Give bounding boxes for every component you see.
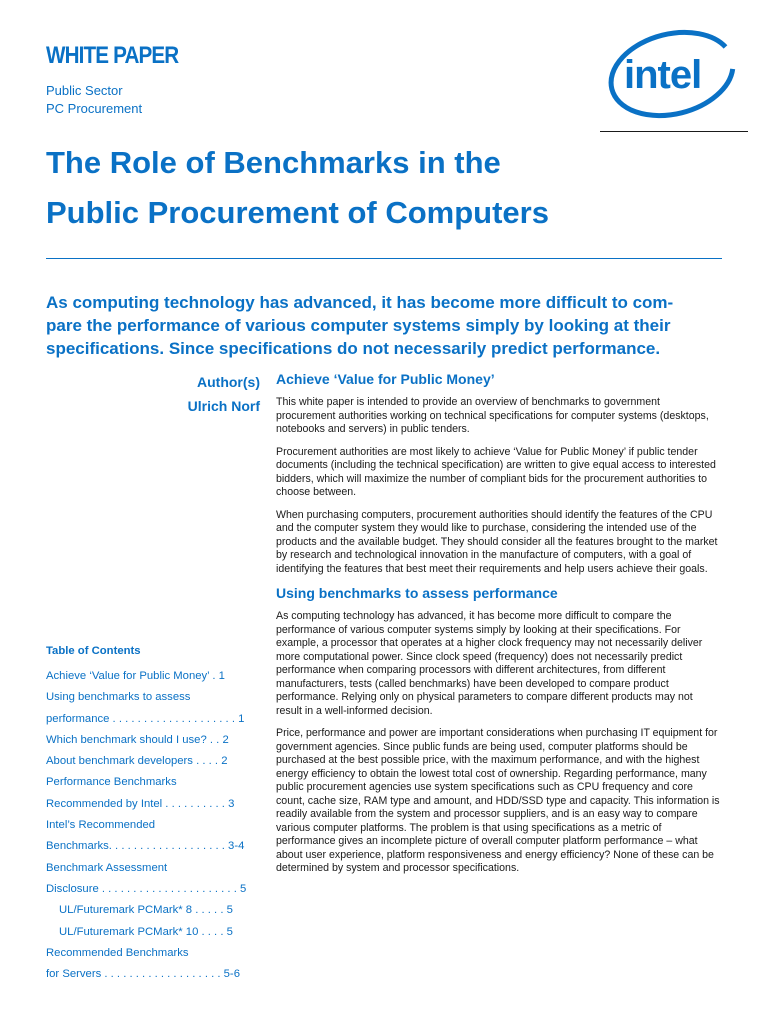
body-paragraph: As computing technology has advanced, it has become more difficult to compare the performance of various computer systems simply by looking at their specifications. For example, a processor that operates at a higher clock frequency may not necessarily deliver more computational power. Since clock speed (frequency) does not necessarily predict performance when comparing processors with different architectures, from different manufacturers, tests (called benchmarks) have been developed to compare product performance. Relying only on physical parameters to compare different products may not result in a well-informed decision. [276, 610, 703, 717]
main-column [276, 369, 720, 876]
table-of-contents [46, 645, 254, 985]
toc-entry[interactable]: About benchmark developers . . . . 2 [46, 755, 228, 768]
title-line-1: The Role of Benchmarks in the [46, 145, 501, 180]
toc-entry[interactable]: UL/Futuremark PCMark* 10 . . . . 5 [59, 925, 233, 938]
author-label: Author(s) [197, 374, 260, 390]
toc-entry[interactable]: for Servers . . . . . . . . . . . . . . . . . . . 5-6 [46, 968, 240, 981]
header-rule [600, 131, 748, 132]
toc-entry[interactable]: Recommended Benchmarks [46, 946, 189, 959]
toc-entry[interactable]: Which benchmark should I use? . . 2 [46, 733, 229, 746]
body-paragraph: This white paper is intended to provide an overview of benchmarks to government procurement authorities working on technical specifications for computer systems (desktops, notebooks and servers) in public tenders. [276, 396, 709, 435]
intel-logo-wordmark: intel [624, 53, 702, 97]
toc-entry[interactable]: Benchmark Assessment [46, 861, 168, 874]
toc-entry[interactable]: Intel’s Recommended [46, 819, 156, 832]
subject-tag-sector: Public Sector [46, 83, 123, 98]
toc-entry[interactable]: performance . . . . . . . . . . . . . . . . . . . . 1 [46, 712, 245, 725]
toc-entry[interactable]: Using benchmarks to assess [46, 691, 191, 704]
toc-entry[interactable]: UL/Futuremark PCMark* 8 . . . . . 5 [59, 904, 233, 917]
title-line-2: Public Procurement of Computers [46, 195, 549, 230]
intel-logo [600, 18, 750, 128]
toc-entry[interactable]: Performance Benchmarks [46, 776, 177, 789]
toc-title: Table of Contents [46, 645, 141, 657]
subject-tags [46, 82, 142, 118]
author-block [188, 370, 260, 418]
toc-entry[interactable]: Disclosure . . . . . . . . . . . . . . . . . . . . . . 5 [46, 882, 247, 895]
body-paragraph: Procurement authorities are most likely to achieve ‘Value for Public Money’ if public tender documents (including the technical specification) are written to give equal access to interested bidders, which will maximize the number of compliant bids for the procurement authorities to choose between. [276, 445, 716, 498]
toc-entry[interactable]: Achieve ‘Value for Public Money’ . 1 [46, 670, 225, 682]
lead-line-2: pare the performance of various computer systems simply by looking at their [46, 316, 671, 335]
document-type-label: WHITE PAPER [46, 42, 179, 69]
lead-line-3: specifications. Since specifications do not necessarily predict performance. [46, 339, 661, 358]
title-rule [46, 258, 722, 259]
subject-tag-topic: PC Procurement [46, 101, 143, 116]
lead-line-1: As computing technology has advanced, it has become more difficult to com- [46, 293, 674, 312]
toc-entry[interactable]: Benchmarks. . . . . . . . . . . . . . . . . . . 3-4 [46, 840, 245, 853]
author-name: Ulrich Norf [187, 398, 260, 414]
section-heading-value: Achieve ‘Value for Public Money’ [276, 371, 495, 387]
body-paragraph: Price, performance and power are important considerations when purchasing IT equipment for government agencies. Since public funds are being used, computer platforms should be purchased at the best possible price, with the maximum performance, and with the highest energy efficiency to obtain the lowest total cost of ownership. Regarding performance, many public procurement agencies use system specifications such as CPU frequency and core count, cache size, RAM type and amount, and HDD/SSD type and capacity. This information is readily available from the system and processor suppliers, and is an easy way to compare various computer platforms. The problem is that using specifications as a metric of performance gives an incomplete picture of overall computer platform performance – what about user experience, platform responsiveness and energy efficiency? None of these can be determined by system and processor specifications. [276, 727, 720, 874]
section-heading-benchmarks: Using benchmarks to assess performance [276, 585, 558, 601]
body-paragraph: When purchasing computers, procurement authorities should identify the features of the CPU and the computer system they would like to purchase, considering the intended use of the products and the available budget. They should consider all the features brought to the market by research and technological innovation in the manufacture of computers, with a goal of identifying the features that best meet their requirements and help users achieve their goals. [276, 508, 718, 575]
lead-paragraph [46, 291, 726, 360]
document-title [46, 138, 736, 238]
toc-entry[interactable]: Recommended by Intel . . . . . . . . . . 3 [46, 797, 235, 810]
